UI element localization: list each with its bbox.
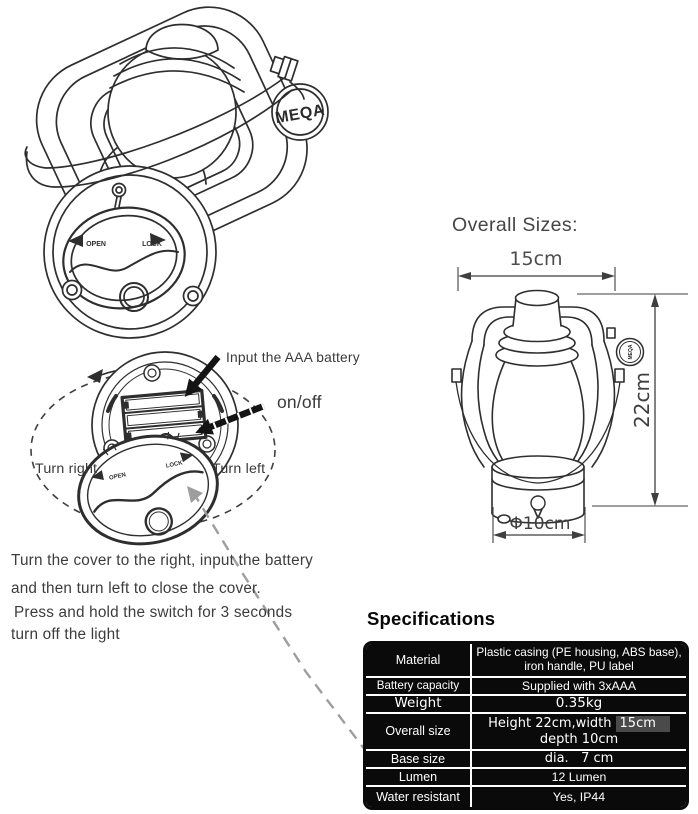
overall-size-part2: depth 10cm [539,732,619,748]
brand-tag-text: MEQA [273,101,327,128]
specifications-title: Specifications [367,608,496,629]
turn-right-label: Turn right [35,461,98,477]
spec-value-battery-capacity: Supplied with 3xAAA [472,678,686,694]
cover-lock-label-2: LOCK [165,460,184,470]
instruction-line-3: Press and hold the switch for 3 seconds [14,604,293,621]
spec-value-lumen: 12 Lumen [472,769,686,785]
width-dimension-label: 15cm [509,248,563,270]
diameter-dimension-label: Φ10cm [509,514,571,534]
spec-value-weight: 0.35kg [472,696,686,712]
spec-value-overall-size [472,714,686,749]
front-tag-text: MEQA [628,344,634,360]
spec-label-weight: Weight [366,696,470,712]
cover-open-label: OPEN [86,241,106,248]
instruction-line-2: and then turn left to close the cover. [11,580,261,597]
spec-label-material: Material [366,644,470,676]
spec-value-base-size: dia. 7 cm [472,751,686,767]
spec-label-lumen: Lumen [366,769,470,785]
spec-label-base-size: Base size [366,751,470,767]
overall-size-highlight: 15cm [616,716,670,732]
specifications-table [363,641,689,810]
instruction-line-4: turn off the light [11,626,120,643]
overall-sizes-title: Overall Sizes: [452,214,578,236]
cover-open-label-2: OPEN [108,472,127,482]
turn-left-label: Turn left [212,461,266,477]
spec-value-water-resistant: Yes, IP44 [472,787,686,807]
spec-value-material: Plastic casing (PE housing, ABS base), iron handle, PU label [472,644,686,676]
onoff-label: on/off [277,392,322,412]
overall-size-part1: Height 22cm,width [488,716,612,731]
height-dimension-label: 22cm [630,372,654,428]
spec-label-overall-size: Overall size [366,714,470,749]
battery-arrow-label: Input the AAA battery [226,350,360,365]
instruction-line-1: Turn the cover to the right, input the battery [11,552,313,569]
spec-label-water-resistant: Water resistant [366,787,470,807]
spec-label-battery-capacity: Battery capacity [366,678,470,694]
cover-lock-label: LOCK [142,241,162,248]
